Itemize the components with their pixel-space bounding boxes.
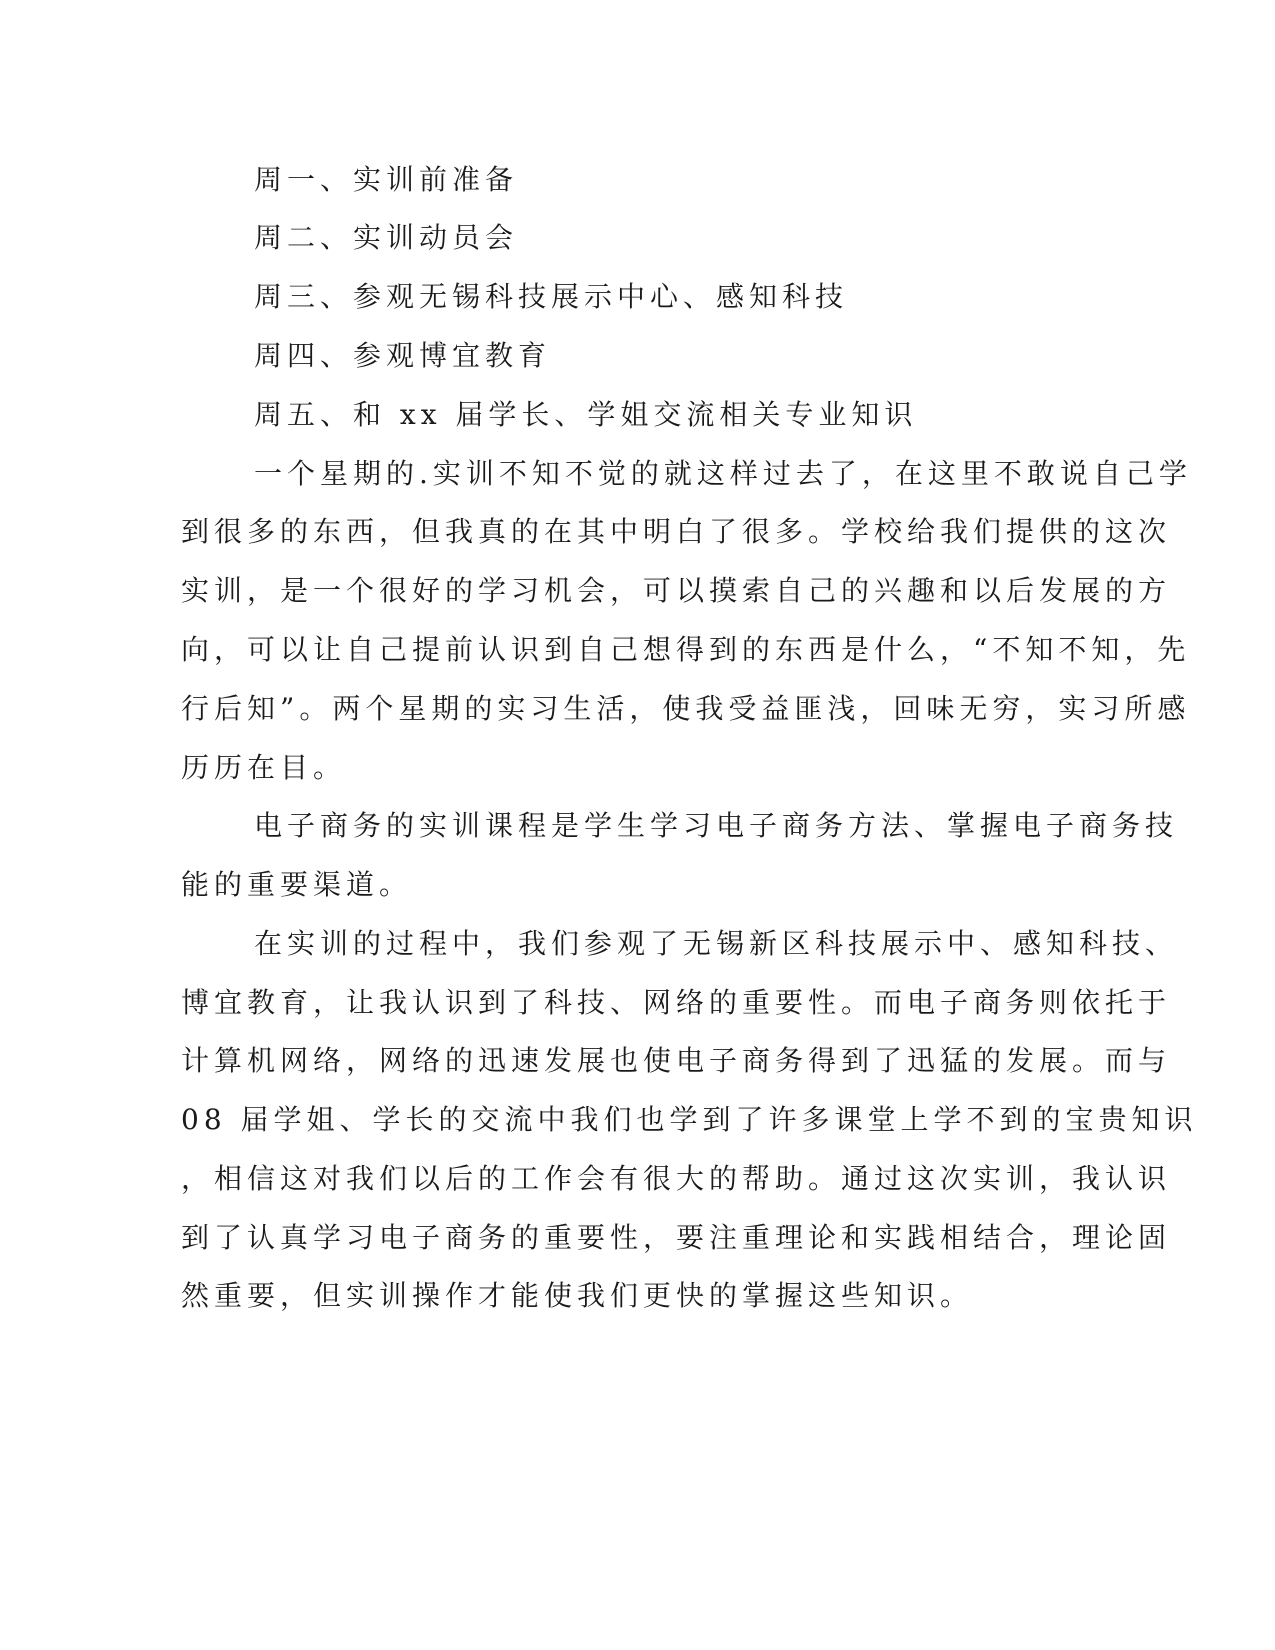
paragraph-3-line-7: 然重要，但实训操作才能使我们更快的掌握这些知识。	[181, 1279, 974, 1312]
schedule-item-wednesday: 周三、参观无锡科技展示中心、感知科技	[254, 280, 849, 313]
schedule-item-tuesday: 周二、实训动员会	[254, 221, 519, 254]
paragraph-3-line-2: 博宜教育，让我认识到了科技、网络的重要性。而电子商务则依托于	[181, 986, 1172, 1019]
paragraph-1-line-4: 向，可以让自己提前认识到自己想得到的东西是什么，“不知不知，先	[181, 633, 1191, 666]
schedule-item-friday: 周五、和 xx 届学长、学姐交流相关专业知识	[254, 398, 918, 431]
paragraph-3-line-1: 在实训的过程中，我们参观了无锡新区科技展示中、感知科技、	[254, 927, 1179, 960]
paragraph-3-line-3: 计算机网络，网络的迅速发展也使电子商务得到了迅猛的发展。而与	[181, 1044, 1172, 1077]
paragraph-1-line-1: 一个星期的.实训不知不觉的就这样过去了，在这里不敢说自己学	[254, 457, 1192, 490]
paragraph-1-line-6: 历历在目。	[181, 751, 347, 784]
schedule-item-thursday: 周四、参观博宜教育	[254, 339, 552, 372]
paragraph-3-line-6: 到了认真学习电子商务的重要性，要注重理论和实践相结合，理论固	[181, 1221, 1172, 1254]
paragraph-3-line-4: 08 届学姐、学长的交流中我们也学到了许多课堂上学不到的宝贵知识	[181, 1103, 1198, 1136]
paragraph-1-line-3: 实训，是一个很好的学习机会，可以摸索自己的兴趣和以后发展的方	[181, 574, 1172, 607]
paragraph-1-line-5: 行后知”。两个星期的实习生活，使我受益匪浅，回味无穷，实习所感	[181, 692, 1191, 725]
paragraph-2-line-2: 能的重要渠道。	[181, 868, 413, 901]
schedule-item-monday: 周一、实训前准备	[254, 163, 519, 196]
paragraph-3-line-5: ，相信这对我们以后的工作会有很大的帮助。通过这次实训，我认识	[181, 1162, 1172, 1195]
paragraph-2-line-1: 电子商务的实训课程是学生学习电子商务方法、掌握电子商务技	[254, 809, 1179, 842]
paragraph-1-line-2: 到很多的东西，但我真的在其中明白了很多。学校给我们提供的这次	[181, 515, 1172, 548]
